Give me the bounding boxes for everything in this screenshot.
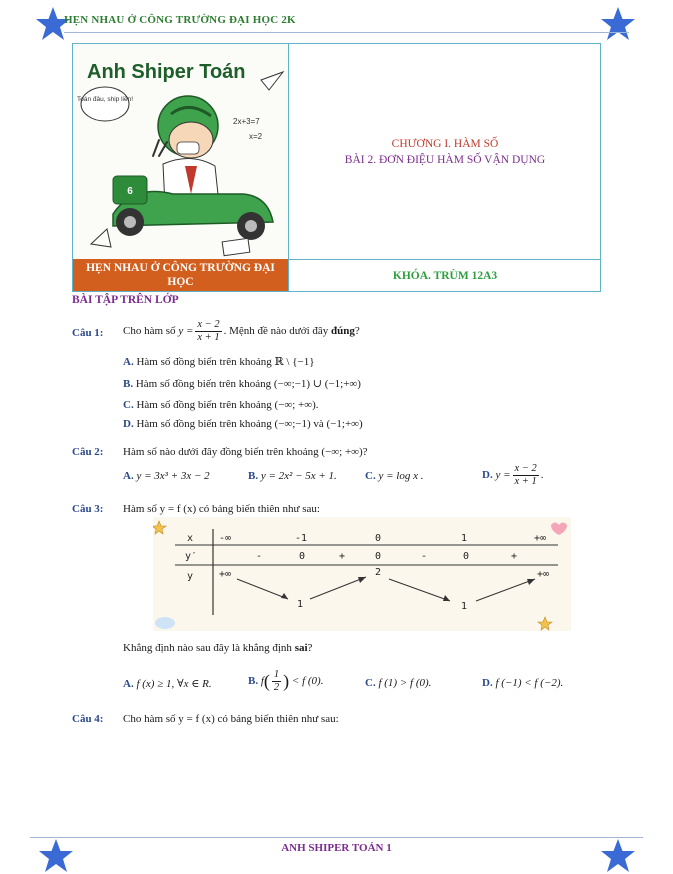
q3-option-a: A. f (x) ≥ 1, ∀x ∈ R. xyxy=(123,678,212,690)
slogan-line-1: HẸN NHAU Ở CÔNG TRƯỜNG ĐẠI xyxy=(86,262,275,274)
table-x-value: -1 xyxy=(295,533,308,544)
banner-slogan xyxy=(73,259,288,291)
q2-option-a: A. y = 3x³ + 3x − 2 xyxy=(123,470,210,482)
chapter-title: CHƯƠNG I. HÀM SỐ xyxy=(391,138,499,150)
cover-title: Anh Shiper Toán xyxy=(87,61,246,83)
table-yp-value: + xyxy=(511,551,518,562)
q1-label: Câu 1: xyxy=(72,327,104,339)
q1-option-d: D. Hàm số đồng biến trên khoảng (−∞;−1) và (−1;+∞) xyxy=(123,418,363,430)
q1-post: . Mệnh đề nào dưới đây xyxy=(223,325,329,338)
table-x-value: 1 xyxy=(461,533,468,544)
table-x-value: +∞ xyxy=(534,533,547,544)
cover-illustration xyxy=(73,44,288,259)
board-line-1: 2x+3=7 xyxy=(233,117,260,126)
slogan-line-2: HỌC xyxy=(167,276,194,288)
wheel-number: 6 xyxy=(127,186,133,197)
shipper-scooter-illustration xyxy=(73,44,288,259)
variation-table-lines xyxy=(153,517,571,631)
bubble-text: Toán đâu, ship liền! xyxy=(76,96,134,103)
table-y-value: +∞ xyxy=(219,569,232,580)
q2-option-d: D. y = $\frac{x - 2}{x + 1}$ . xyxy=(482,463,544,487)
table-yp-value: 0 xyxy=(463,551,470,562)
lesson-title: BÀI 2. ĐƠN ĐIỆU HÀM SỐ VẬN DỤNG xyxy=(344,154,546,166)
table-yp-value: - xyxy=(421,551,428,562)
table-yp-value: - xyxy=(256,551,263,562)
q1-pre: Cho hàm số xyxy=(123,325,176,338)
q2-stem: Hàm số nào dưới đây đồng biến trên khoảng (−∞; +∞)? xyxy=(123,446,368,458)
variation-table xyxy=(153,517,571,631)
q4-stem: Cho hàm số y = f (x) có bảng biến thiên như sau: xyxy=(123,713,339,725)
q1-option-c: C. Hàm số đồng biến trên khoảng (−∞; +∞). xyxy=(123,399,319,411)
table-x-label: x xyxy=(187,533,194,544)
q3-ask: Khẳng định nào sau đây là khẳng định sai? xyxy=(123,642,313,654)
table-x-value: -∞ xyxy=(219,533,232,544)
table-y-value: 2 xyxy=(375,567,382,578)
table-yp-label: y′ xyxy=(185,551,198,562)
q2-option-b: B. y = 2x² − 5x + 1. xyxy=(248,470,337,482)
table-y-value: 1 xyxy=(297,599,304,610)
q2-label: Câu 2: xyxy=(72,446,104,458)
table-yp-value: 0 xyxy=(299,551,306,562)
header-divider xyxy=(64,32,629,33)
course-title: KHÓA. TRÙM 12A3 xyxy=(392,270,498,282)
table-y-label: y xyxy=(187,571,194,582)
star-icon-top-right xyxy=(600,6,636,42)
banner-divider-vertical xyxy=(288,43,289,292)
q1-y: y = xyxy=(178,325,194,338)
q1-option-b: B. Hàm số đồng biến trên khoảng (−∞;−1) ∪ (−1;+∞) xyxy=(123,378,361,390)
q3-ask-strong: sai xyxy=(294,642,308,654)
footer-divider xyxy=(30,837,643,838)
q4-label: Câu 4: xyxy=(72,713,104,725)
q1-option-a: A. Hàm số đồng biến trên khoảng ℝ \ {−1} xyxy=(123,356,315,368)
q1-fraction: $\frac{x - 2}{x + 1}$ xyxy=(197,319,220,343)
q2-option-c: C. y = log x . xyxy=(365,470,424,482)
q3-label: Câu 3: xyxy=(72,503,104,515)
q3-option-b: B. f( $\frac{1}{2}$ ) < f (0). xyxy=(248,669,324,693)
q3-option-c: C. f (1) > f (0). xyxy=(365,677,432,689)
q1-stem: Cho hàm số y = $\frac{x - 2}{x + 1}$ . Mệnh đề nào dưới đây đúng? xyxy=(123,319,360,343)
section-title: BÀI TẬP TRÊN LỚP xyxy=(72,294,179,306)
q3-stem: Hàm số y = f (x) có bảng biến thiên như sau: xyxy=(123,503,320,515)
q1-strong: đúng xyxy=(331,325,355,338)
board-line-2: x=2 xyxy=(249,132,263,141)
table-yp-value: 0 xyxy=(375,551,382,562)
table-yp-value: + xyxy=(339,551,346,562)
page-header: HẸN NHAU Ở CÔNG TRƯỜNG ĐẠI HỌC 2K xyxy=(64,14,296,26)
page-footer: ANH SHIPER TOÁN 1 xyxy=(281,842,392,854)
table-x-value: 0 xyxy=(375,533,382,544)
table-y-value: +∞ xyxy=(537,569,550,580)
q3-option-d: D. f (−1) < f (−2). xyxy=(482,677,564,689)
banner-divider-horizontal xyxy=(289,259,601,260)
table-y-value: 1 xyxy=(461,601,468,612)
